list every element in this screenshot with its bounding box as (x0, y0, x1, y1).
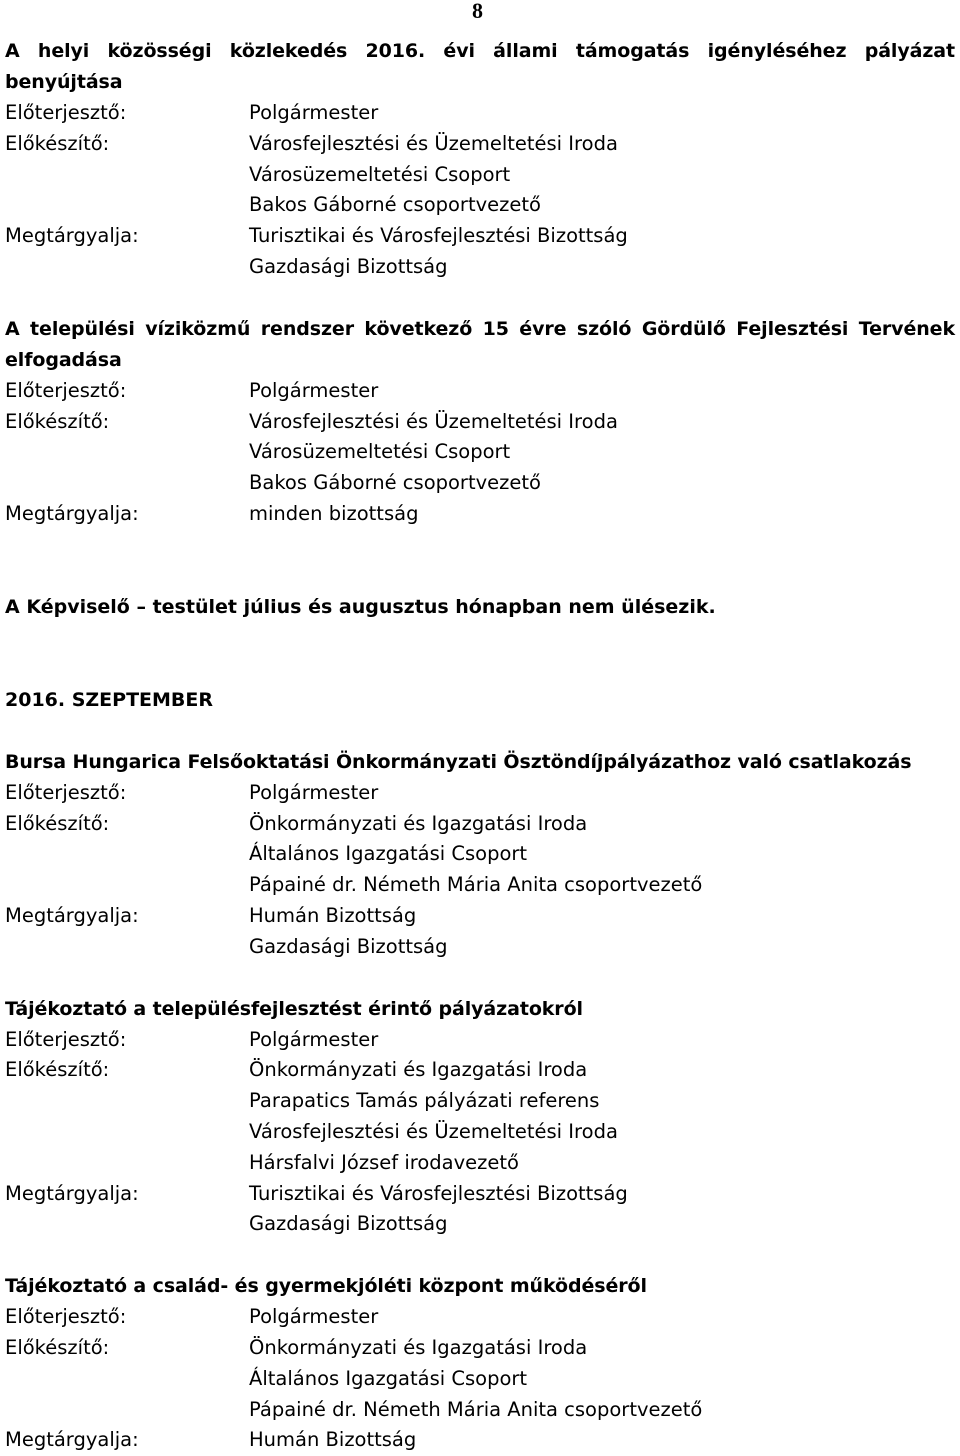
presenter-row (5, 1302, 955, 1333)
discussed-by-row (5, 499, 955, 530)
presenter-label: Előterjesztő: (5, 1027, 127, 1051)
preparer-row (5, 1117, 955, 1148)
discussed-by-row (5, 1209, 955, 1240)
presenter-value: Polgármester (249, 1027, 379, 1051)
preparer-value: Bakos Gáborné csoportvezető (249, 471, 541, 495)
presenter-label: Előterjesztő: (5, 780, 127, 804)
preparer-value: Pápainé dr. Németh Mária Anita csoportvezető (249, 873, 703, 897)
presenter-value: Polgármester (249, 378, 379, 402)
agenda-item-title: A települési víziközmű rendszer következő 15 évre szóló Gördülő Fejlesztési Tervének elfogadása (5, 317, 955, 371)
discussed-by-value: Gazdasági Bizottság (249, 934, 448, 958)
agenda-item-title: Bursa Hungarica Felsőoktatási Önkormányzati Ösztöndíjpályázathoz való csatlakozás (5, 750, 912, 773)
discussed-by-value: Humán Bizottság (249, 1428, 417, 1452)
preparer-row (5, 809, 955, 840)
discussed-by-row (5, 901, 955, 932)
discussed-by-row (5, 1179, 955, 1210)
agenda-item-title: A helyi közösségi közlekedés 2016. évi állami támogatás igényléséhez pályázat benyújtása (5, 40, 955, 93)
recess-notice: A Képviselő – testület július és augusztus hónapban nem ülésezik. (5, 595, 716, 618)
presenter-row (5, 1025, 955, 1056)
discussed-by-value: Turisztikai és Városfejlesztési Bizottság (249, 224, 628, 248)
preparer-row (5, 1364, 955, 1395)
preparer-row (5, 1086, 955, 1117)
preparer-label: Előkészítő: (5, 409, 110, 433)
discussed-by-row (5, 1425, 955, 1456)
preparer-row (5, 468, 955, 499)
agenda-item-title: Tájékoztató a család- és gyermekjóléti központ működéséről (5, 1275, 647, 1298)
preparer-row (5, 839, 955, 870)
discussed-by-label: Megtárgyalja: (5, 903, 139, 927)
agenda-item (5, 747, 955, 963)
preparer-row (5, 190, 955, 221)
preparer-value: Városfejlesztési és Üzemeltetési Iroda (249, 409, 618, 433)
discussed-by-row (5, 252, 955, 283)
agenda-item-title: Tájékoztató a településfejlesztést érintő pályázatokról (5, 997, 583, 1020)
month-heading: 2016. SZEPTEMBER (5, 688, 214, 711)
preparer-value: Parapatics Tamás pályázati referens (249, 1089, 600, 1113)
discussed-by-label: Megtárgyalja: (5, 501, 139, 525)
preparer-value: Önkormányzati és Igazgatási Iroda (249, 811, 588, 835)
agenda-item (5, 1271, 955, 1456)
agenda-item (5, 36, 955, 283)
preparer-row (5, 407, 955, 438)
preparer-value: Hársfalvi József irodavezető (249, 1150, 519, 1174)
presenter-row (5, 376, 955, 407)
discussed-by-value: Gazdasági Bizottság (249, 1212, 448, 1236)
agenda-document (5, 36, 955, 1456)
discussed-by-value: minden bizottság (249, 501, 419, 525)
presenter-label: Előterjesztő: (5, 1305, 127, 1329)
presenter-row (5, 98, 955, 129)
preparer-label: Előkészítő: (5, 811, 110, 835)
preparer-label: Előkészítő: (5, 131, 110, 155)
page-number: 8 (472, 0, 483, 23)
discussed-by-value: Turisztikai és Városfejlesztési Bizottság (249, 1181, 628, 1205)
agenda-item (5, 994, 955, 1241)
preparer-row (5, 1333, 955, 1364)
preparer-value: Városüzemeltetési Csoport (249, 440, 511, 464)
preparer-value: Általános Igazgatási Csoport (249, 1366, 528, 1390)
preparer-value: Városfejlesztési és Üzemeltetési Iroda (249, 1119, 618, 1143)
preparer-row (5, 437, 955, 468)
preparer-value: Pápainé dr. Németh Mária Anita csoportvezető (249, 1397, 703, 1421)
preparer-row (5, 1055, 955, 1086)
preparer-value: Bakos Gáborné csoportvezető (249, 193, 541, 217)
presenter-value: Polgármester (249, 780, 379, 804)
presenter-label: Előterjesztő: (5, 101, 127, 124)
discussed-by-value: Gazdasági Bizottság (249, 254, 448, 278)
preparer-row (5, 870, 955, 901)
discussed-by-label: Megtárgyalja: (5, 1181, 139, 1205)
discussed-by-value: Humán Bizottság (249, 903, 417, 927)
preparer-value: Általános Igazgatási Csoport (249, 842, 528, 866)
preparer-row (5, 1395, 955, 1426)
agenda-item (5, 314, 955, 530)
presenter-value: Polgármester (249, 101, 379, 124)
preparer-value: Önkormányzati és Igazgatási Iroda (249, 1335, 588, 1359)
presenter-label: Előterjesztő: (5, 378, 127, 402)
discussed-by-label: Megtárgyalja: (5, 224, 139, 248)
presenter-row (5, 778, 955, 809)
preparer-label: Előkészítő: (5, 1058, 110, 1082)
preparer-row (5, 1148, 955, 1179)
discussed-by-label: Megtárgyalja: (5, 1428, 139, 1452)
preparer-value: Önkormányzati és Igazgatási Iroda (249, 1058, 588, 1082)
preparer-label: Előkészítő: (5, 1335, 110, 1359)
preparer-row (5, 129, 955, 160)
preparer-value: Városfejlesztési és Üzemeltetési Iroda (249, 131, 618, 155)
preparer-value: Városüzemeltetési Csoport (249, 162, 511, 186)
presenter-value: Polgármester (249, 1305, 379, 1329)
preparer-row (5, 160, 955, 191)
discussed-by-row (5, 932, 955, 963)
discussed-by-row (5, 221, 955, 252)
